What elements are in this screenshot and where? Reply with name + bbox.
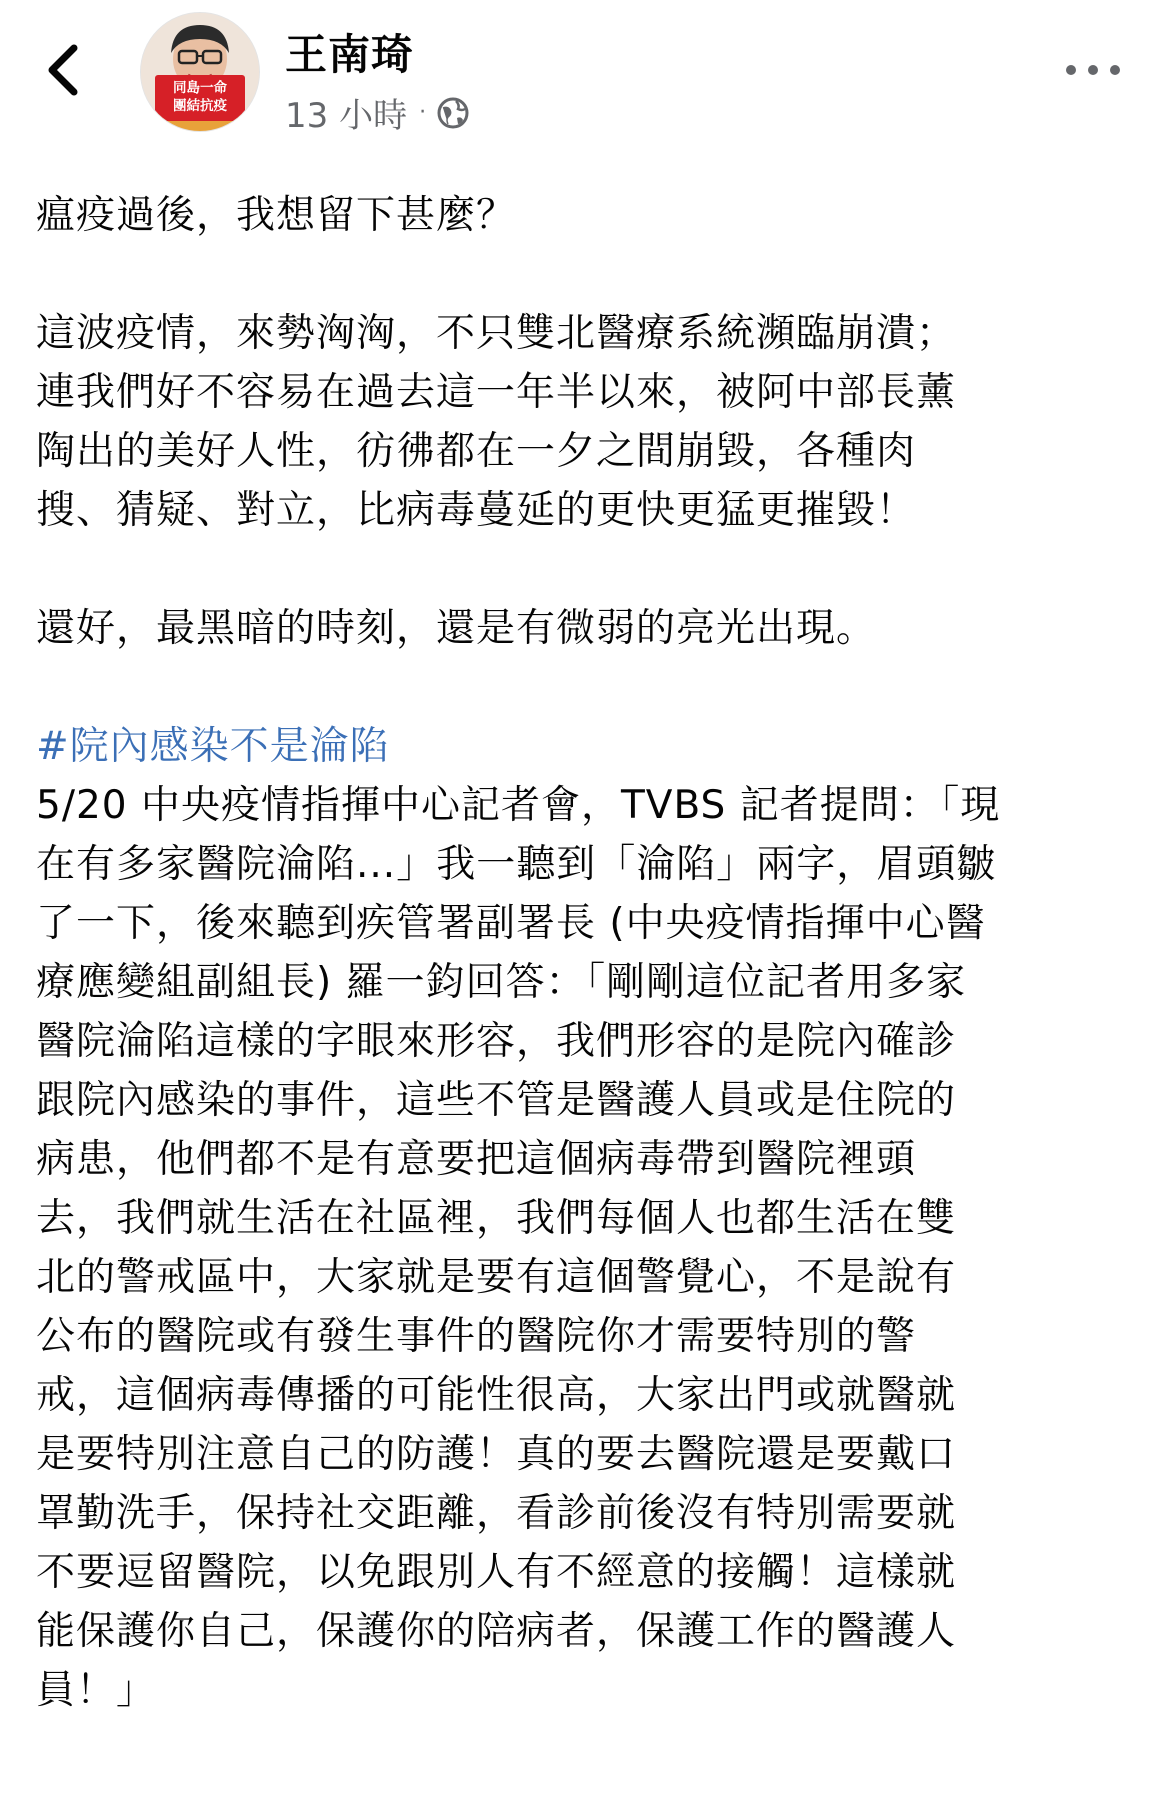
avatar-badge-line1: 同島一命	[173, 80, 227, 96]
avatar[interactable]	[140, 12, 260, 132]
author-name[interactable]: 王南琦	[285, 30, 415, 79]
post-paragraph-1: 這波疫情，來勢洶洶，不只雙北醫療系統瀕臨崩潰； 連我們好不容易在過去這一年半以來，被阿中部長薰 陶出的美好人性，彷彿都在一夕之間崩毀，各種肉 搜、猜疑、對立，比病毒蔓延的更快更猛更摧毀！	[36, 311, 957, 533]
post-paragraph-2: 還好，最黑暗的時刻，還是有微弱的亮光出現。	[36, 606, 877, 651]
globe-icon	[436, 96, 470, 130]
post-timestamp[interactable]: 13 小時	[285, 96, 408, 136]
back-button[interactable]	[40, 38, 100, 102]
paragraph-gap	[36, 540, 1146, 599]
more-options-button[interactable]	[1058, 48, 1128, 92]
meta-separator: ·	[419, 100, 427, 125]
post-body	[36, 186, 1146, 1720]
post-meta	[285, 88, 470, 137]
post-header	[0, 0, 1170, 150]
avatar-badge	[155, 75, 245, 121]
hashtag-link[interactable]: #院內感染不是淪陷	[36, 724, 390, 769]
paragraph-gap	[36, 658, 1146, 717]
paragraph-gap	[36, 245, 1146, 304]
post-title: 瘟疫過後，我想留下甚麼？	[36, 193, 517, 238]
chevron-left-icon	[40, 38, 100, 102]
avatar-badge-line2: 團結抗疫	[173, 98, 227, 114]
post-paragraph-3: 5/20 中央疫情指揮中心記者會，TVBS 記者提問：「現 在有多家醫院淪陷...」我一聽到「淪陷」兩字，眉頭皺 了一下，後來聽到疾管署副署長 (中央疫情指揮中心醫 療應變組副組長) 羅一鈞回答：「剛剛這位記者用多家 醫院淪陷這樣的字眼來形容，我們形容的是院內確診 跟院內感染的事件，這些不管是醫護人員或是住院的 病患，他們都不是有意要把這個病毒帶到醫院裡頭 去，我們就生活在社區裡，我們每個人也都生活在雙 北的警戒區中，大家就是要有這個警覺心，不是說有 公布的醫院或有發生事件的醫院你才需要特別的警 戒，這個病毒傳播的可能性很高，大家出門或就醫就 是要特別注意自己的防護！真的要去醫院還是要戴口 罩勤洗手，保持社交距離，看診前後沒有特別需要就 不要逗留醫院，以免跟別人有不經意的接觸！這樣就 能保護你自己，保護你的陪病者，保護工作的醫護人 員！」	[36, 783, 1001, 1713]
more-horizontal-icon	[1058, 48, 1128, 92]
